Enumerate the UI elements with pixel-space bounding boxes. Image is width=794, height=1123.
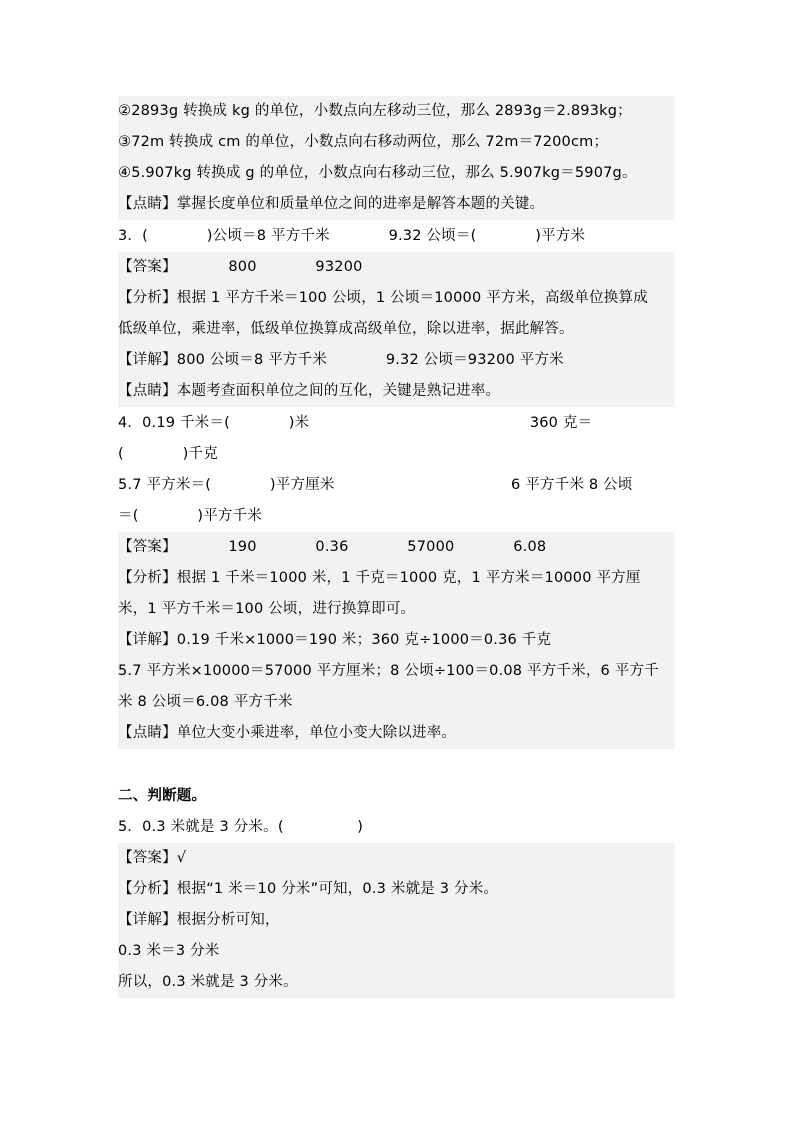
- analysis-line: 【分析】根据“1 米＝10 分米”可知，0.3 米就是 3 分米。: [118, 874, 675, 905]
- detail-line: 0.3 米＝3 分米: [118, 936, 675, 967]
- detail-line: 【详解】根据分析可知，: [118, 905, 675, 936]
- detail-line: 【详解】800 公顷＝8 平方千米 9.32 公顷＝93200 平方米: [118, 345, 675, 376]
- question-4: 4．0.19 千米＝( )米 360 克＝: [118, 415, 593, 431]
- analysis-line: 低级单位，乘进率，低级单位换算成高级单位，除以进率，据此解答。: [118, 314, 675, 345]
- question-4-part-2-continued: ＝( )平方千米: [118, 508, 263, 524]
- analysis-line: 米，1 平方千米＝100 公顷，进行换算即可。: [118, 594, 675, 625]
- analysis-line: 【分析】根据 1 平方千米＝100 公顷，1 公顷＝10000 平方米，高级单位换算成: [118, 283, 675, 314]
- question-5: 5．0.3 米就是 3 分米。( ): [118, 819, 364, 835]
- detail-line: 所以，0.3 米就是 3 分米。: [118, 967, 675, 998]
- conversion-step-3: ③72m 转换成 cm 的单位，小数点向右移动两位，那么 72m＝7200cm；: [118, 127, 675, 158]
- question-3: 3．( )公顷＝8 平方千米 9.32 公顷＝( )平方米: [118, 228, 586, 244]
- question-4-continued: ( )千克: [118, 446, 218, 462]
- detail-line: 5.7 平方米×10000＝57000 平方厘米；8 公顷÷100＝0.08 平方千米，6 平方千: [118, 656, 675, 687]
- conversion-step-4: ④5.907kg 转换成 g 的单位，小数点向右移动三位，那么 5.907kg＝5907g。: [118, 158, 675, 189]
- conversion-step-2: ②2893g 转换成 kg 的单位，小数点向左移动三位，那么 2893g＝2.893kg；: [118, 96, 675, 127]
- answer-line: 【答案】 190 0.36 57000 6.08: [118, 532, 675, 563]
- key-point-line: 【点睛】单位大变小乘进率，单位小变大除以进率。: [118, 718, 675, 749]
- answer-line: 【答案】√: [118, 843, 675, 874]
- answer-line: 【答案】 800 93200: [118, 252, 675, 283]
- key-point-line: 【点睛】本题考查面积单位之间的互化，关键是熟记进率。: [118, 376, 675, 407]
- analysis-line: 【分析】根据 1 千米＝1000 米，1 千克＝1000 克，1 平方米＝10000 平方厘: [118, 563, 675, 594]
- detail-line: 【详解】0.19 千米×1000＝190 米；360 克÷1000＝0.36 千克: [118, 625, 675, 656]
- detail-line: 米 8 公顷＝6.08 平方千米: [118, 687, 675, 718]
- section-heading-judgment: 二、判断题。: [118, 788, 207, 804]
- question-4-part-2: 5.7 平方米＝( )平方厘米 6 平方千米 8 公顷: [118, 477, 633, 493]
- key-point-line: 【点睛】掌握长度单位和质量单位之间的进率是解答本题的关键。: [118, 189, 675, 220]
